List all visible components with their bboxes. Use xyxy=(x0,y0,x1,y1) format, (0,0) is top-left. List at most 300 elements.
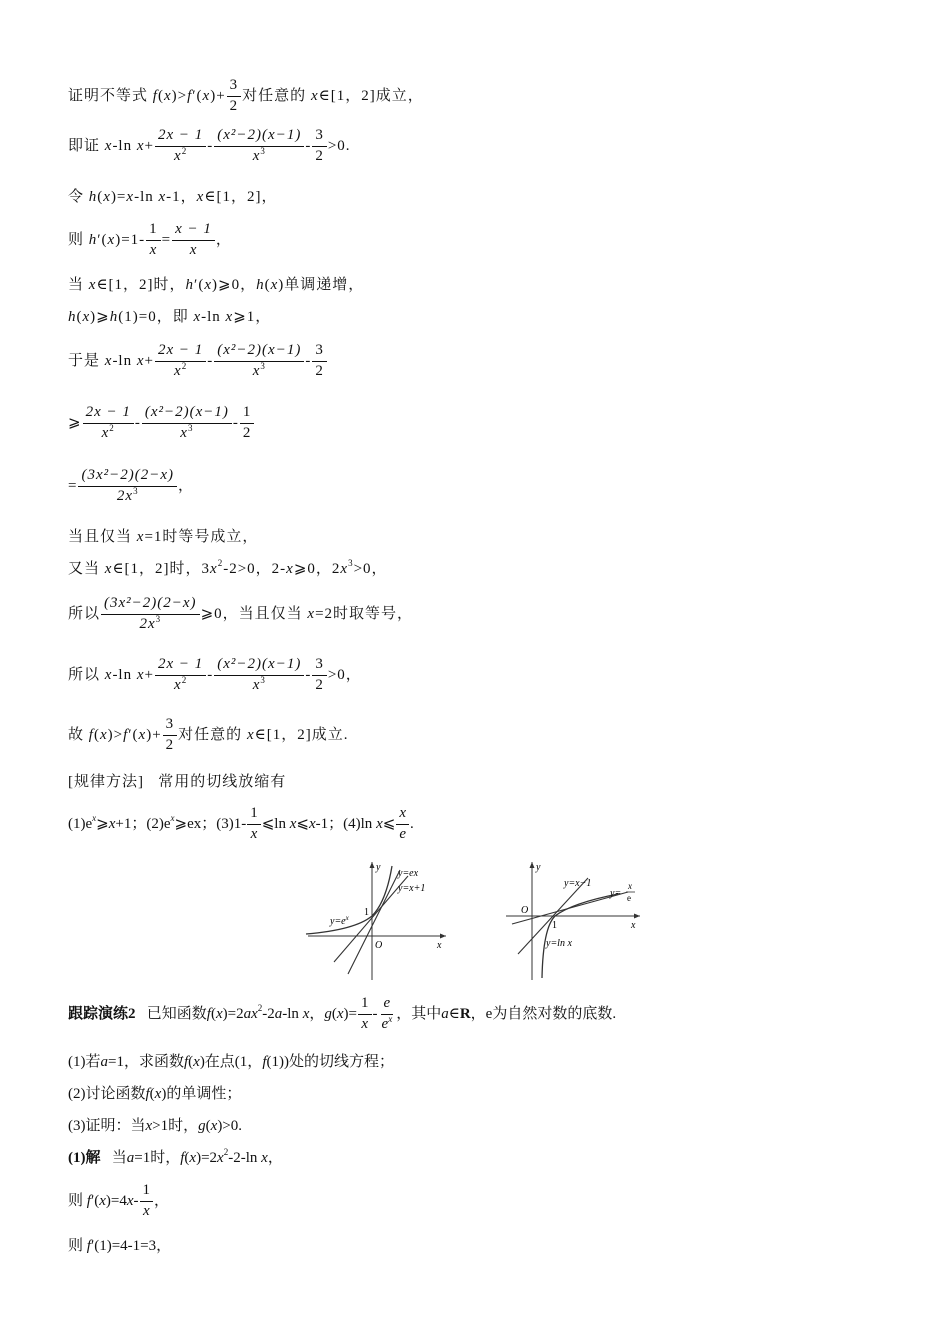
var: x xyxy=(163,87,172,104)
log-tangent-graph xyxy=(500,858,650,982)
var: x xyxy=(286,561,294,577)
var: 2x xyxy=(116,487,134,504)
var: x xyxy=(99,726,108,743)
var: h xyxy=(109,309,119,325)
var: x xyxy=(204,277,212,293)
text: )⩾0， xyxy=(212,277,257,293)
text: -1；(4)ln xyxy=(315,815,373,832)
var: x xyxy=(136,137,145,154)
text: )⩾ xyxy=(90,309,110,325)
y-axis-label: y xyxy=(376,862,381,873)
text: ⩽ xyxy=(382,815,396,832)
practice-problem-line xyxy=(68,996,616,1033)
x-axis-label: x xyxy=(437,940,442,951)
denominator: e xyxy=(399,825,406,842)
numerator: 2x − 1 xyxy=(155,128,206,147)
var: x xyxy=(310,87,319,104)
text: 已知函数 xyxy=(146,1005,207,1022)
denominator: 2 xyxy=(165,736,175,753)
text: ′(1)=4-1=3， xyxy=(90,1238,172,1254)
x-axis-label: x xyxy=(631,920,636,931)
text: ′( xyxy=(90,1192,100,1209)
numerator: 2x − 1 xyxy=(83,405,134,424)
denominator xyxy=(114,487,142,505)
text: ( xyxy=(264,277,271,293)
exponent: x xyxy=(388,1013,393,1024)
text: ( xyxy=(188,1054,194,1070)
text: (3)证明：当 xyxy=(68,1118,146,1134)
numerator: (x²−2)(x−1) xyxy=(214,128,304,147)
line-ex xyxy=(348,870,400,974)
var: x xyxy=(225,309,234,325)
text: - xyxy=(207,666,214,683)
denominator: 2 xyxy=(229,97,239,114)
denominator: 2 xyxy=(242,424,252,441)
text: ( xyxy=(205,1118,211,1134)
curve-label-ex: y=ex xyxy=(398,868,419,879)
var: x xyxy=(104,666,113,683)
text: 故 xyxy=(68,726,85,743)
text: 对任意的 xyxy=(178,726,243,743)
text: )=2 xyxy=(222,1005,244,1022)
denominator xyxy=(250,676,269,694)
fraction xyxy=(101,596,200,633)
exponent: 2 xyxy=(109,422,115,433)
var: x xyxy=(289,815,297,832)
solution-1-line xyxy=(68,1147,283,1166)
var: x xyxy=(307,605,316,622)
y-axis-label: y xyxy=(536,862,541,873)
text: 所以 xyxy=(68,666,101,683)
text: - xyxy=(134,414,141,431)
text: ∈[1，2]时，3 xyxy=(112,561,211,577)
text: - xyxy=(133,1192,139,1209)
text: ( xyxy=(76,309,83,325)
numerator: (3x²−2)(2−x) xyxy=(78,468,177,487)
text: - xyxy=(232,414,239,431)
denominator xyxy=(171,147,190,165)
var: x xyxy=(261,1150,268,1166)
text: 则 xyxy=(68,231,85,248)
fraction xyxy=(142,405,232,442)
var: a xyxy=(441,1005,449,1022)
exponent: 3 xyxy=(348,558,354,568)
text: 当且仅当 xyxy=(68,529,133,545)
text: 证明不等式 xyxy=(68,87,149,104)
var: f xyxy=(152,87,158,104)
denominator: 2 xyxy=(315,676,324,693)
var: x xyxy=(82,309,91,325)
text: =1时等号成立， xyxy=(144,529,259,545)
exponent: 3 xyxy=(260,145,266,156)
text: ∈[1，2]时， xyxy=(96,277,186,293)
denominator xyxy=(136,615,164,633)
monotonic-line xyxy=(68,278,364,293)
var: f xyxy=(123,726,129,743)
var: a xyxy=(126,1150,135,1166)
exponent: 2 xyxy=(257,1002,263,1013)
text: -ln xyxy=(282,1005,299,1022)
text: ( xyxy=(97,189,104,205)
text: )> xyxy=(107,726,124,743)
var: x xyxy=(193,1054,200,1070)
var: x xyxy=(308,815,316,832)
text: ′( xyxy=(194,277,205,293)
denominator xyxy=(171,362,190,380)
text: -ln xyxy=(201,309,221,325)
text: . xyxy=(409,815,414,832)
text: ⩾ xyxy=(96,815,109,832)
fraction xyxy=(214,343,304,380)
numerator: (x²−2)(x−1) xyxy=(142,405,232,424)
text: )的单调性； xyxy=(161,1086,242,1102)
text: (2)讨论函数 xyxy=(68,1086,146,1102)
var: x xyxy=(126,189,135,205)
therefore-line xyxy=(68,343,328,380)
var: x xyxy=(193,309,202,325)
text: =1，求函数 xyxy=(108,1054,184,1070)
h-inequality-line xyxy=(68,310,271,325)
fraction xyxy=(155,128,206,165)
subquestion-1 xyxy=(68,1055,394,1070)
var: x xyxy=(99,1192,106,1209)
fraction xyxy=(240,405,255,442)
text: -ln xyxy=(112,137,133,154)
var: x xyxy=(136,352,145,369)
fraction xyxy=(312,343,327,380)
text: ⩽ln xyxy=(261,815,286,832)
fraction xyxy=(78,468,177,505)
text: 则 xyxy=(68,1192,84,1209)
numerator: 3 xyxy=(312,128,327,147)
var: x xyxy=(180,424,188,441)
text: ∈[1，2]成立. xyxy=(254,726,349,743)
var: x xyxy=(252,147,261,164)
equivalent-inequality-line xyxy=(68,128,351,165)
tick-label-one: 1 xyxy=(552,920,557,931)
final-conclusion-line xyxy=(68,717,348,754)
var: x xyxy=(252,676,261,693)
numerator: x xyxy=(396,806,409,825)
text: 即证 xyxy=(68,137,101,154)
var: f xyxy=(262,1054,267,1070)
var: x xyxy=(215,1005,223,1022)
var: f xyxy=(88,726,94,743)
denominator: 2 xyxy=(315,147,324,164)
text: + xyxy=(144,352,154,369)
fraction xyxy=(163,717,178,754)
text: )= xyxy=(343,1005,358,1022)
numerator: 3 xyxy=(312,657,327,676)
text: ，其中 xyxy=(396,1005,442,1022)
var: x xyxy=(126,1192,134,1209)
denominator: x xyxy=(189,241,198,258)
numerator: 1 xyxy=(140,1183,154,1202)
var: x xyxy=(136,529,145,545)
var: x xyxy=(210,561,218,577)
text: ， xyxy=(215,231,232,248)
exponent: 2 xyxy=(217,558,224,568)
var: x xyxy=(252,362,261,379)
text: = xyxy=(68,477,78,494)
denominator: x xyxy=(361,1015,369,1032)
var: x xyxy=(158,189,167,205)
text: ( xyxy=(157,87,164,104)
denominator xyxy=(379,1015,396,1033)
numerator: x − 1 xyxy=(172,222,215,241)
denominator xyxy=(250,147,269,165)
var: e xyxy=(381,1015,389,1032)
numerator: e xyxy=(381,996,394,1015)
text: 常用的切线放缩有 xyxy=(158,774,287,790)
text: ∈[1，2]成立， xyxy=(318,87,424,104)
text: ⩽ xyxy=(296,815,309,832)
numerator: 1 xyxy=(247,806,261,825)
text: - xyxy=(305,666,312,683)
y-axis-arrow xyxy=(530,862,535,868)
text: ′( xyxy=(128,726,139,743)
curve-label-x-over-e-num: x xyxy=(628,881,632,891)
exponent: 3 xyxy=(155,613,162,624)
numerator: (x²−2)(x−1) xyxy=(214,657,304,676)
fraction xyxy=(227,78,242,115)
fraction xyxy=(146,222,161,259)
numerator: (3x²−2)(2−x) xyxy=(101,596,200,615)
text: -1， xyxy=(166,189,197,205)
so-conclusion-line xyxy=(68,657,362,694)
text: 令 xyxy=(68,189,85,205)
text: + xyxy=(144,666,154,683)
text: ∈[1，2]， xyxy=(204,189,278,205)
denominator xyxy=(250,362,269,380)
text: - xyxy=(207,352,214,369)
text: ′( xyxy=(192,87,203,104)
exponent: 3 xyxy=(260,674,266,685)
proof-statement-line xyxy=(68,78,424,115)
x-axis-arrow xyxy=(634,914,640,919)
var: f xyxy=(86,1238,91,1254)
text: + xyxy=(144,137,154,154)
fraction xyxy=(312,657,327,694)
var: x xyxy=(189,1150,197,1166)
denominator: x xyxy=(142,1202,150,1219)
subquestion-2 xyxy=(68,1087,241,1102)
text: 则 xyxy=(68,1238,84,1254)
fraction xyxy=(214,128,304,165)
curve-label-x-minus-1: y=x−1 xyxy=(564,878,592,889)
text: )=4 xyxy=(105,1192,127,1209)
text: ， xyxy=(267,1150,283,1166)
text: >0， xyxy=(353,561,388,577)
curve-label-x-over-e: y= xyxy=(610,888,622,899)
fraction xyxy=(155,343,206,380)
reals-symbol: R xyxy=(459,1005,471,1022)
var: g xyxy=(324,1005,332,1022)
numerator: 2x − 1 xyxy=(155,657,206,676)
exp-tangent-graph xyxy=(300,858,450,982)
text: )= xyxy=(110,189,127,205)
text: )=2 xyxy=(196,1150,218,1166)
var: x xyxy=(101,424,110,441)
denominator xyxy=(177,424,196,442)
var: x xyxy=(246,726,255,743)
text: ( xyxy=(149,1086,155,1102)
origin-label: O xyxy=(375,940,383,951)
exponent: 2 xyxy=(181,360,188,371)
label-exponent: x xyxy=(345,914,349,922)
var: x xyxy=(196,189,205,205)
derivative-value-line xyxy=(68,1239,171,1254)
curve-label-x-plus-1: y=x+1 xyxy=(398,883,426,894)
var: x xyxy=(145,1118,153,1134)
text: >0， xyxy=(327,666,362,683)
geq-line xyxy=(68,405,255,442)
text: 对任意的 xyxy=(242,87,307,104)
var: x xyxy=(104,352,113,369)
label-base: y=e xyxy=(330,916,346,927)
var: x xyxy=(202,87,211,104)
var: x xyxy=(104,137,113,154)
var: x xyxy=(336,1005,344,1022)
define-h-line xyxy=(68,190,277,205)
text: 又当 xyxy=(68,561,101,577)
subquestion-3 xyxy=(68,1119,242,1134)
exponent: x xyxy=(92,812,97,823)
curve-label-ln: y=ln x xyxy=(546,938,572,949)
var: f xyxy=(86,1192,91,1209)
var: a xyxy=(100,1054,108,1070)
fraction xyxy=(379,996,396,1033)
curve-exp xyxy=(306,866,392,934)
text: ⩾ex；(3)1- xyxy=(174,815,247,832)
text: (1)e xyxy=(68,815,93,832)
text: (1))处的切线方程； xyxy=(266,1054,394,1070)
var: x xyxy=(174,362,182,379)
fraction xyxy=(155,657,206,694)
fraction xyxy=(396,806,409,843)
text: ∈ xyxy=(448,1005,460,1022)
text: ， xyxy=(178,477,195,494)
var: x xyxy=(107,231,116,248)
numerator: 1 xyxy=(146,222,161,241)
text: -2 xyxy=(262,1005,275,1022)
var: ax xyxy=(243,1005,258,1022)
denominator: x xyxy=(250,825,258,842)
var: h xyxy=(68,309,77,325)
section-label: 跟踪演练2 xyxy=(68,1005,136,1022)
interval-conditions-line xyxy=(68,558,388,577)
denominator xyxy=(171,676,190,694)
numerator: 2x − 1 xyxy=(155,343,206,362)
var: h xyxy=(185,277,195,293)
var: g xyxy=(198,1118,206,1134)
text: 当 xyxy=(111,1150,127,1166)
text: 所以 xyxy=(68,605,101,622)
method-heading xyxy=(68,775,286,790)
numerator: (x²−2)(x−1) xyxy=(214,343,304,362)
text: )=1- xyxy=(115,231,146,248)
text: 于是 xyxy=(68,352,101,369)
var: f xyxy=(187,87,193,104)
text: -2>0，2- xyxy=(223,561,287,577)
var: x xyxy=(136,666,145,683)
curve-label-x-over-e-den: e xyxy=(627,893,631,903)
curve-label-exp xyxy=(329,914,350,927)
denominator xyxy=(99,424,118,442)
so-line xyxy=(68,596,413,633)
exponent: 3 xyxy=(187,422,194,433)
var: x xyxy=(376,815,383,832)
text: - xyxy=(305,352,312,369)
text: -ln xyxy=(112,666,133,683)
text: )在点(1， xyxy=(199,1054,263,1070)
text: (1)若 xyxy=(68,1054,101,1070)
text: )>0. xyxy=(217,1118,243,1134)
exponent: 2 xyxy=(181,674,188,685)
var: x xyxy=(104,561,113,577)
text: - xyxy=(207,137,214,154)
text: ( xyxy=(93,726,100,743)
text: =1时， xyxy=(134,1150,181,1166)
var: f xyxy=(206,1005,211,1022)
text: - xyxy=(305,137,312,154)
text: ( xyxy=(184,1150,190,1166)
text: ，e为自然对数的底数. xyxy=(470,1005,617,1022)
equals-line xyxy=(68,468,194,505)
var: x xyxy=(302,1005,310,1022)
exponent: 2 xyxy=(223,1147,229,1157)
numerator: 1 xyxy=(240,405,255,424)
text: ′( xyxy=(97,231,108,248)
text: ⩾1， xyxy=(233,309,272,325)
x-axis-arrow xyxy=(440,934,446,939)
fraction xyxy=(172,222,215,259)
text: +1；(2)e xyxy=(115,815,171,832)
text: ( xyxy=(331,1005,337,1022)
text: )+ xyxy=(210,87,226,104)
fraction xyxy=(247,806,261,843)
var: x xyxy=(174,147,182,164)
exponent: 3 xyxy=(260,360,266,371)
tick-label-one: 1 xyxy=(364,907,369,918)
numerator: 3 xyxy=(312,343,327,362)
text: - xyxy=(372,1005,378,1022)
var: x xyxy=(340,561,349,577)
text: ⩾0，2 xyxy=(293,561,341,577)
y-axis-arrow xyxy=(370,862,375,868)
var: x xyxy=(88,277,97,293)
text: -ln xyxy=(134,189,154,205)
text: )> xyxy=(171,87,188,104)
exponent: 2 xyxy=(181,145,188,156)
var: a xyxy=(274,1005,283,1022)
text: >1时， xyxy=(152,1118,199,1134)
fraction xyxy=(358,996,372,1033)
text: = xyxy=(161,231,172,248)
text: )+ xyxy=(146,726,162,743)
var: x xyxy=(210,1118,218,1134)
h-derivative-line xyxy=(68,222,232,259)
exponent: x xyxy=(170,812,175,823)
var: h xyxy=(256,277,265,293)
curve-ln xyxy=(542,894,618,978)
text: 当 xyxy=(68,277,85,293)
var: x xyxy=(270,277,279,293)
text: -2-ln xyxy=(228,1150,258,1166)
numerator: 1 xyxy=(358,996,372,1015)
solution-label: (1)解 xyxy=(68,1150,101,1166)
fraction xyxy=(83,405,134,442)
